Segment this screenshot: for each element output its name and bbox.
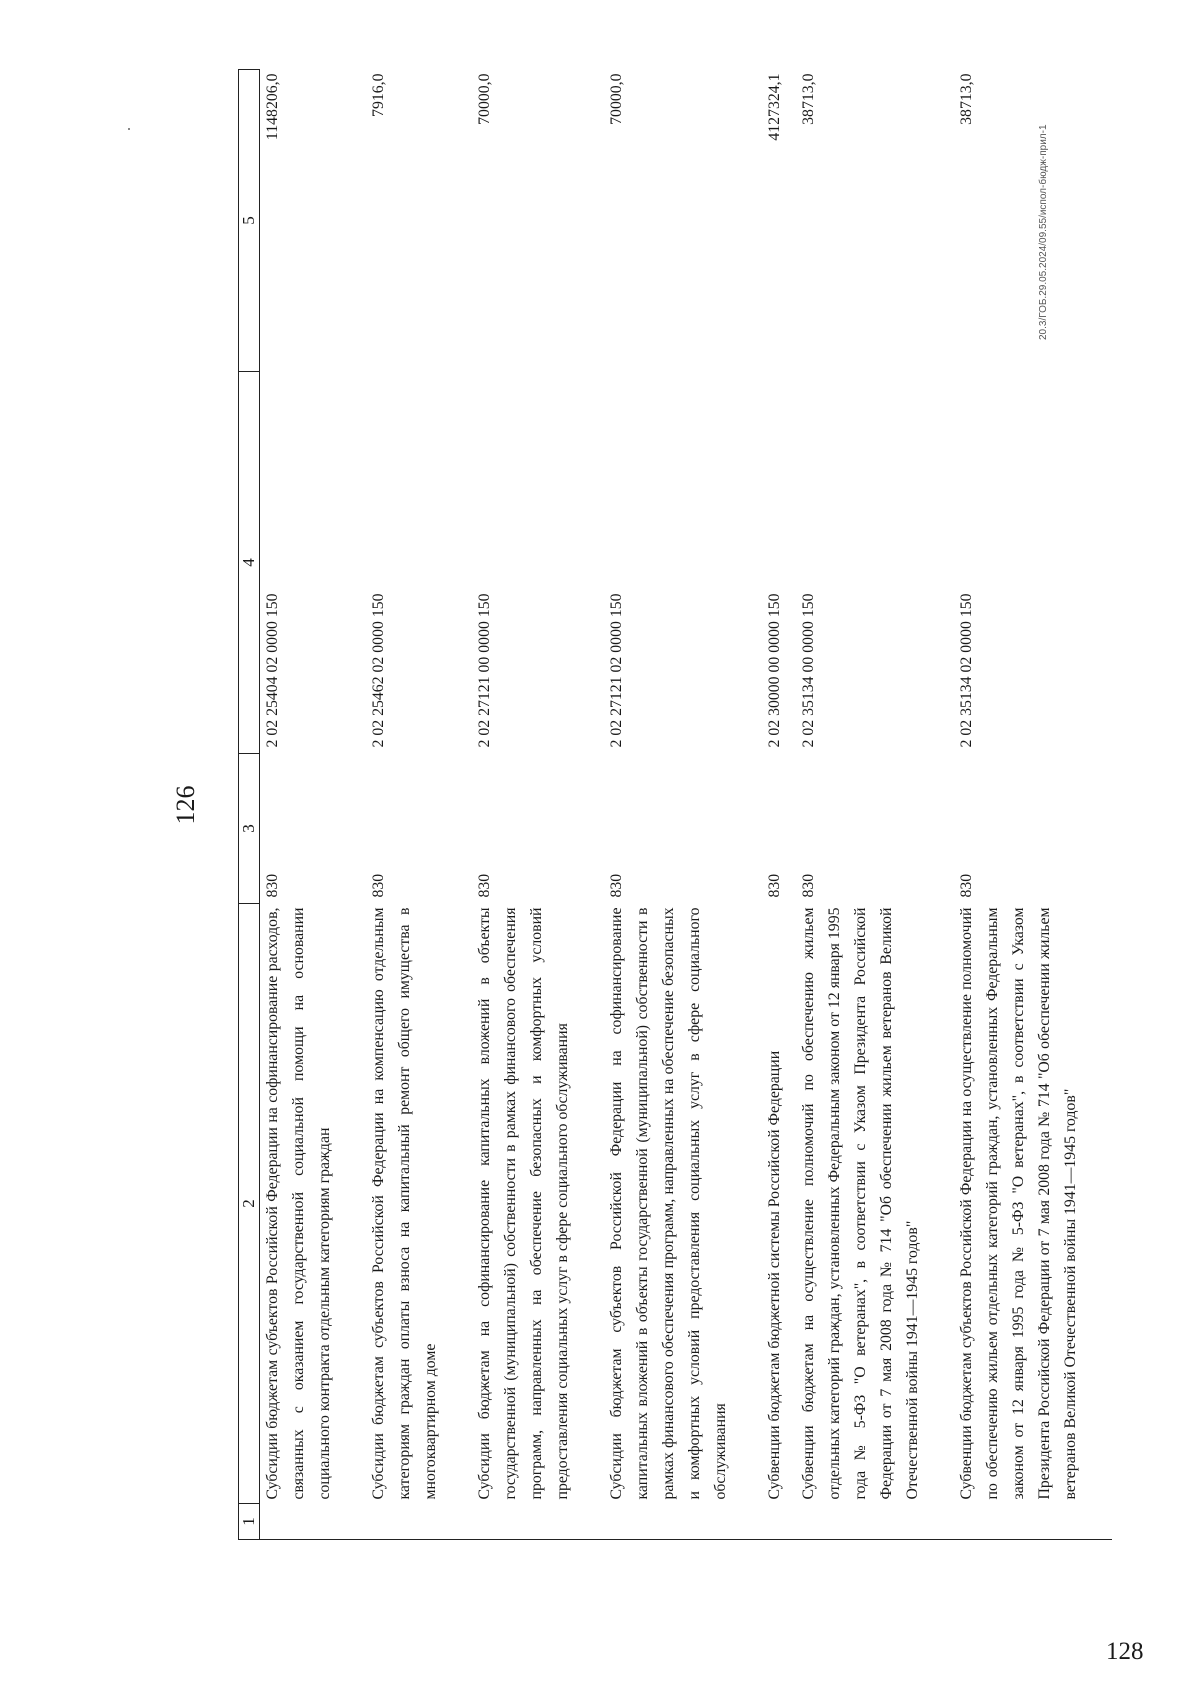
admin-code-cell: 830	[264, 873, 281, 898]
amount-cell: 38713,0	[800, 73, 817, 125]
row-index-cell	[796, 1504, 954, 1540]
table-row	[954, 70, 1112, 1540]
sheet-number: 128	[1106, 1638, 1144, 1665]
table-row	[472, 70, 604, 1540]
row-index-cell	[604, 1504, 762, 1540]
rotated-page	[170, 70, 1079, 1540]
admin-code-cell: 830	[958, 873, 975, 898]
amount-cell: 1148206,0	[264, 73, 281, 141]
row-index-cell	[260, 1504, 367, 1540]
row-index-cell	[366, 1504, 472, 1540]
amount-cell: 7916,0	[370, 73, 387, 117]
table-row	[260, 70, 367, 1540]
budget-code-cell: 2 02 35134 00 0000 150	[800, 593, 817, 748]
scan-speck	[128, 128, 130, 130]
budget-code-cell: 2 02 27121 02 0000 150	[608, 593, 625, 748]
description-cell: Субсидии бюджетам субъектов Российской Федерации на софинансирование капитальных вложений в объекты государственной (муниципальной) собственности в рамках финансового обеспечения программ, направленных на обеспечение безопасных и комфортных условий предоставления социальных услуг в сфере социального обслуживания	[608, 907, 729, 1500]
budget-code-cell: 2 02 30000 00 0000 150	[766, 593, 783, 748]
description-cell: Субвенции бюджетам на осуществление полномочий по обеспечению жильем отдельных категорий граждан, установленных Федеральным законом от 12 января 1995 года № 5-ФЗ "О ветеранах", в соответствии с Указом Президента Российской Федерации от 7 мая 2008 года № 714 "Об обеспечении жильем ветеранов Великой Отечественной войны 1941—1945 годов"	[800, 907, 921, 1500]
footer-document-code: 20.3/ГОБ.29.05.2024/09.55/испол-бюдж-прил-1	[1038, 124, 1049, 340]
row-index-cell	[472, 1504, 604, 1540]
admin-code-cell: 830	[608, 873, 625, 898]
amount-cell: 70000,0	[608, 73, 625, 125]
budget-code-cell: 2 02 25404 02 0000 150	[264, 593, 281, 748]
table-row	[762, 70, 796, 1540]
page-number: 126	[171, 785, 200, 825]
budget-code-cell: 2 02 25462 02 0000 150	[370, 593, 387, 748]
amount-cell: 70000,0	[476, 73, 493, 125]
budget-code-cell: 2 02 35134 02 0000 150	[958, 593, 975, 748]
header-col-1: 1	[239, 1504, 260, 1540]
description-cell: Субсидии бюджетам субъектов Российской Федерации на компенсацию отдельным категориям граждан оплаты взноса на капитальный ремонт общего имущества в многоквартирном доме	[370, 907, 439, 1500]
description-cell: Субсидии бюджетам субъектов Российской Федерации на софинансирование расходов, связанных с оказанием государственной социальной помощи на основании социального контракта отдельным категориям граждан	[264, 907, 333, 1500]
row-index-cell	[954, 1504, 1112, 1540]
admin-code-cell: 830	[766, 873, 783, 898]
table-row	[796, 70, 954, 1540]
description-cell: Субсидии бюджетам на софинансирование капитальных вложений в объекты государственной (муниципальной) собственности в рамках финансового обеспечения программ, направленных на обеспечение безопасных и комфортных условий предоставления социальных услуг в сфере социального обслуживания	[476, 907, 571, 1500]
admin-code-cell: 830	[800, 873, 817, 898]
description-cell: Субвенции бюджетам субъектов Российской Федерации на осуществление полномочий по обеспечению жильем отдельных категорий граждан, установленных Федеральным законом от 12 января 1995 года № 5-ФЗ "О ветеранах", в соответствии с Указом Президента Российской Федерации от 7 мая 2008 года № 714 "Об обеспечении жильем ветеранов Великой Отечественной войны 1941—1945 годов"	[958, 907, 1079, 1500]
header-col-2: 2	[239, 904, 260, 1504]
admin-code-cell: 830	[370, 873, 387, 898]
admin-code-cell: 830	[476, 873, 493, 898]
header-col-4: 4	[239, 372, 260, 754]
table-row	[604, 70, 762, 1540]
header-col-5: 5	[239, 70, 260, 372]
header-row	[239, 70, 260, 1540]
header-col-3: 3	[239, 754, 260, 904]
budget-table	[238, 69, 1112, 1540]
budget-code-cell: 2 02 27121 00 0000 150	[476, 593, 493, 748]
amount-cell: 4127324,1	[766, 73, 783, 141]
description-cell: Субвенции бюджетам бюджетной системы Российской Федерации	[766, 1050, 783, 1500]
table-row	[366, 70, 472, 1540]
row-index-cell	[762, 1504, 796, 1540]
amount-cell: 38713,0	[958, 73, 975, 125]
